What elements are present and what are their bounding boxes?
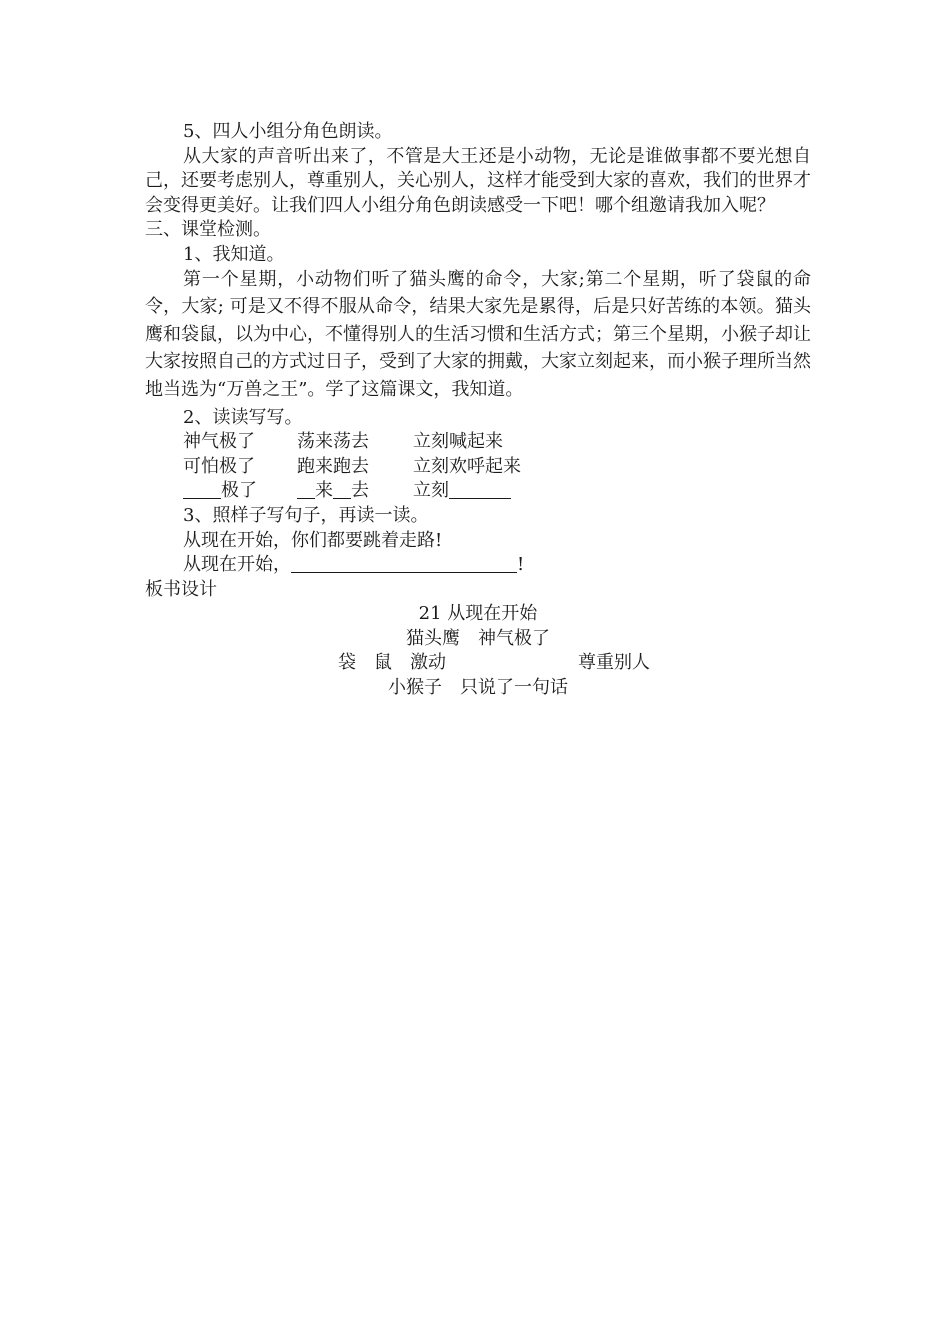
q1-heading: 1、我知道。: [183, 243, 285, 265]
document-page: [145, 120, 811, 701]
word-cell: 神气极了: [183, 431, 255, 453]
q3-heading: 3、照样子写句子，再读一读。: [183, 504, 429, 526]
q1-text: 起来，而小猴子理所当然地当选为“万兽之王”。学了这篇课文，我知道: [145, 351, 811, 400]
fill-blank[interactable]: [183, 480, 221, 499]
q1-text: ;第二个星期，听了袋鼠的命令，大家: [145, 268, 811, 318]
word-cell: 立刻欢呼起来: [413, 455, 521, 477]
q1-text: ; 可是又不得不服从命令，结果大家先是累得: [217, 296, 575, 318]
q1-text: 为中心，不懂得: [253, 323, 379, 345]
q2-heading: 2、读读写写。: [183, 406, 303, 428]
word-part: 立刻: [413, 480, 449, 502]
word-cell: [183, 479, 297, 504]
q1-text: ，后是只好苦练: [574, 296, 703, 318]
word-cell: 跑来跑去: [297, 455, 369, 477]
q3-prompt-line: [145, 553, 811, 578]
word-row: [145, 455, 811, 480]
word-part: 来: [315, 480, 333, 502]
word-cell: [297, 479, 413, 504]
word-cell: 立刻喊起来: [413, 431, 503, 453]
board-line: 小猴子 只说了一句话: [388, 677, 568, 699]
word-part: 极了: [221, 480, 257, 502]
fill-blank[interactable]: [297, 480, 315, 499]
fill-blank[interactable]: [291, 554, 517, 573]
word-row: [145, 430, 811, 455]
q1-text: 第一个星期，小动物们听了猫头鹰的命令，大家: [183, 268, 579, 290]
step5-paragraph: 从大家的声音听出来了，不管是大王还是小动物，无论是谁做事都不要光想自己，还要考虑别人，尊重别人，关心别人，这样才能受到大家的喜欢，我们的世界才会变得更美好。让我们四人小组分角色朗读感受一下吧！哪个组邀请我加入呢？: [145, 145, 811, 216]
word-row-blanks: [145, 479, 811, 504]
q1-text: 。: [505, 378, 524, 400]
board-line: [145, 651, 811, 676]
board-heading: 板书设计: [145, 578, 217, 600]
q3-example: 从现在开始，你们都要跳着走路!: [183, 529, 443, 551]
q3-end: !: [517, 554, 525, 576]
board-text: 尊重别人: [578, 652, 650, 674]
q1-text: 的方式过日子，受到了大家的拥戴，大家立刻: [253, 351, 613, 373]
board-title: 21 从现在开始: [418, 603, 538, 625]
q1-paragraph: [145, 268, 811, 406]
word-cell: 荡来荡去: [297, 431, 369, 453]
q1-text: 别人的生活习惯和生活方式；第三个星期，小猴子却让大家按照自己: [145, 323, 811, 373]
board-line: 猫头鹰 神气极了: [406, 627, 550, 649]
word-cell: 可怕极了: [183, 455, 255, 477]
board-text: 袋 鼠 激动: [338, 652, 446, 674]
q3-prompt: 从现在开始，: [183, 554, 291, 576]
fill-blank[interactable]: [449, 480, 511, 499]
q1-text: 的本领。猫头鹰和袋鼠，以: [145, 296, 812, 345]
step5-heading: 5、四人小组分角色朗读。: [183, 121, 393, 142]
word-cell: [413, 479, 573, 504]
word-part: 去: [351, 480, 369, 502]
fill-blank[interactable]: [333, 480, 351, 499]
section3-heading: 三、课堂检测。: [145, 219, 271, 241]
